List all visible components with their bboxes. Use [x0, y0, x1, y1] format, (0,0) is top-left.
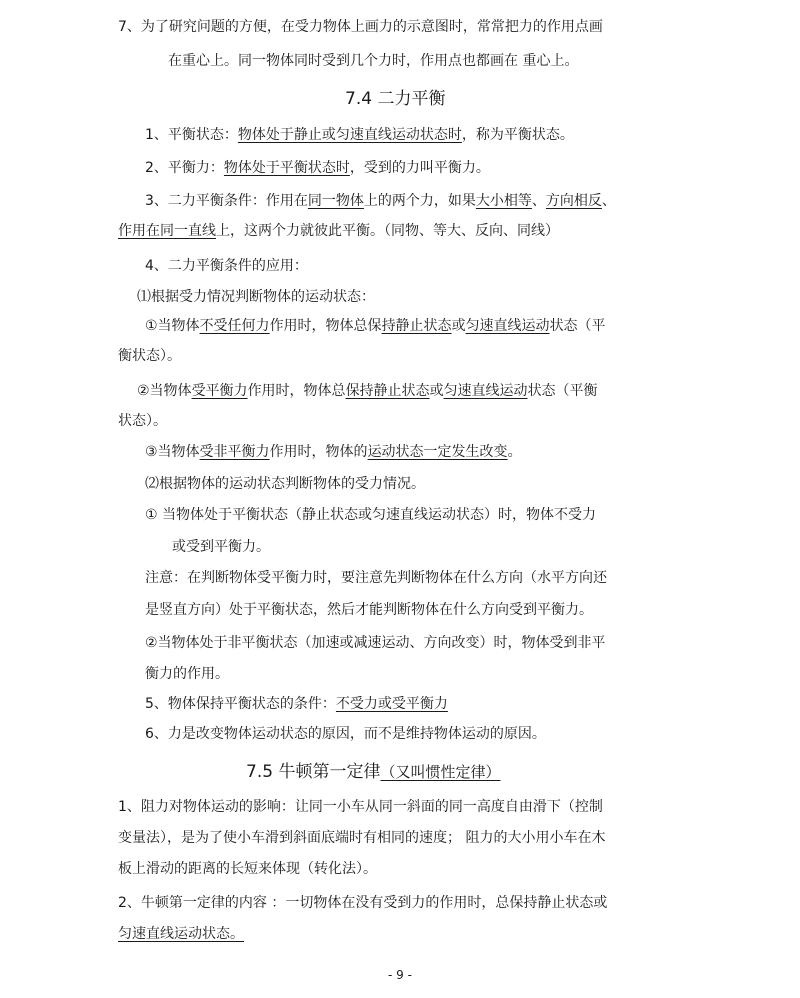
- text-line: 6、力是改变物体运动状态的原因，而不是维持物体运动的原因。: [145, 726, 546, 742]
- text-line: 5、物体保持平衡状态的条件：不受力或受平衡力: [145, 696, 448, 712]
- text-line: 1、平衡状态：物体处于静止或匀速直线运动状态时，称为平衡状态。: [145, 127, 574, 143]
- text-line: 4、二力平衡条件的应用：: [145, 258, 308, 274]
- text-line: 注意：在判断物体受平衡力时，要注意先判断物体在什么方向（水平方向还: [145, 570, 607, 586]
- text-line: 2、平衡力：物体处于平衡状态时，受到的力叫平衡力。: [145, 160, 490, 176]
- text-line: ②当物体处于非平衡状态（加速或减速运动、方向改变）时，物体受到非平: [145, 635, 606, 651]
- text-line: 在重心上。同一物体同时受到几个力时，作用点也都画在 重心上。: [168, 53, 579, 69]
- section-heading: 7.5 牛顿第一定律（又叫惯性定律）: [246, 762, 501, 782]
- text-line: ①当物体不受任何力作用时，物体总保持静止状态或匀速直线运动状态（平: [145, 318, 606, 334]
- text-line: 3、二力平衡条件：作用在同一物体上的两个力，如果大小相等、方向相反、: [145, 193, 616, 209]
- text-line: 匀速直线运动状态。: [118, 926, 244, 942]
- text-line: 板上滑动的距离的长短来体现（转化法）。: [118, 861, 377, 877]
- text-line: ⑴根据受力情况判断物体的运动状态：: [137, 289, 375, 305]
- text-line: 变量法），是为了使小车滑到斜面底端时有相同的速度； 阻力的大小用小车在木: [118, 830, 606, 846]
- text-line: 是竖直方向）处于平衡状态，然后才能判断物体在什么方向受到平衡力。: [145, 602, 593, 618]
- text-line: 衡力的作用。: [145, 666, 229, 682]
- text-line: ① 当物体处于平衡状态（静止状态或匀速直线运动状态）时，物体不受力: [145, 507, 596, 523]
- page-number: - 9 -: [388, 968, 412, 982]
- text-line: 衡状态）。: [118, 348, 181, 364]
- text-line: 或受到平衡力。: [172, 539, 270, 555]
- text-line: 作用在同一直线上，这两个力就彼此平衡。（同物、等大、反向、同线）: [118, 223, 559, 239]
- text-line: ③当物体受非平衡力作用时，物体的运动状态一定发生改变。: [145, 444, 522, 460]
- section-heading: 7.4 二力平衡: [345, 89, 446, 109]
- text-line: 状态）。: [118, 413, 167, 429]
- text-line: 2、牛顿第一定律的内容 ：一切物体在没有受到力的作用时，总保持静止状态或: [118, 895, 608, 911]
- text-line: ②当物体受平衡力作用时，物体总保持静止状态或匀速直线运动状态（平衡: [137, 383, 598, 399]
- text-line: ⑵根据物体的运动状态判断物体的受力情况。: [145, 476, 425, 492]
- text-line: 7、为了研究问题的方便，在受力物体上画力的示意图时，常常把力的作用点画: [118, 19, 603, 35]
- text-line: 1、阻力对物体运动的影响：让同一小车从同一斜面的同一高度自由滑下（控制: [118, 799, 603, 815]
